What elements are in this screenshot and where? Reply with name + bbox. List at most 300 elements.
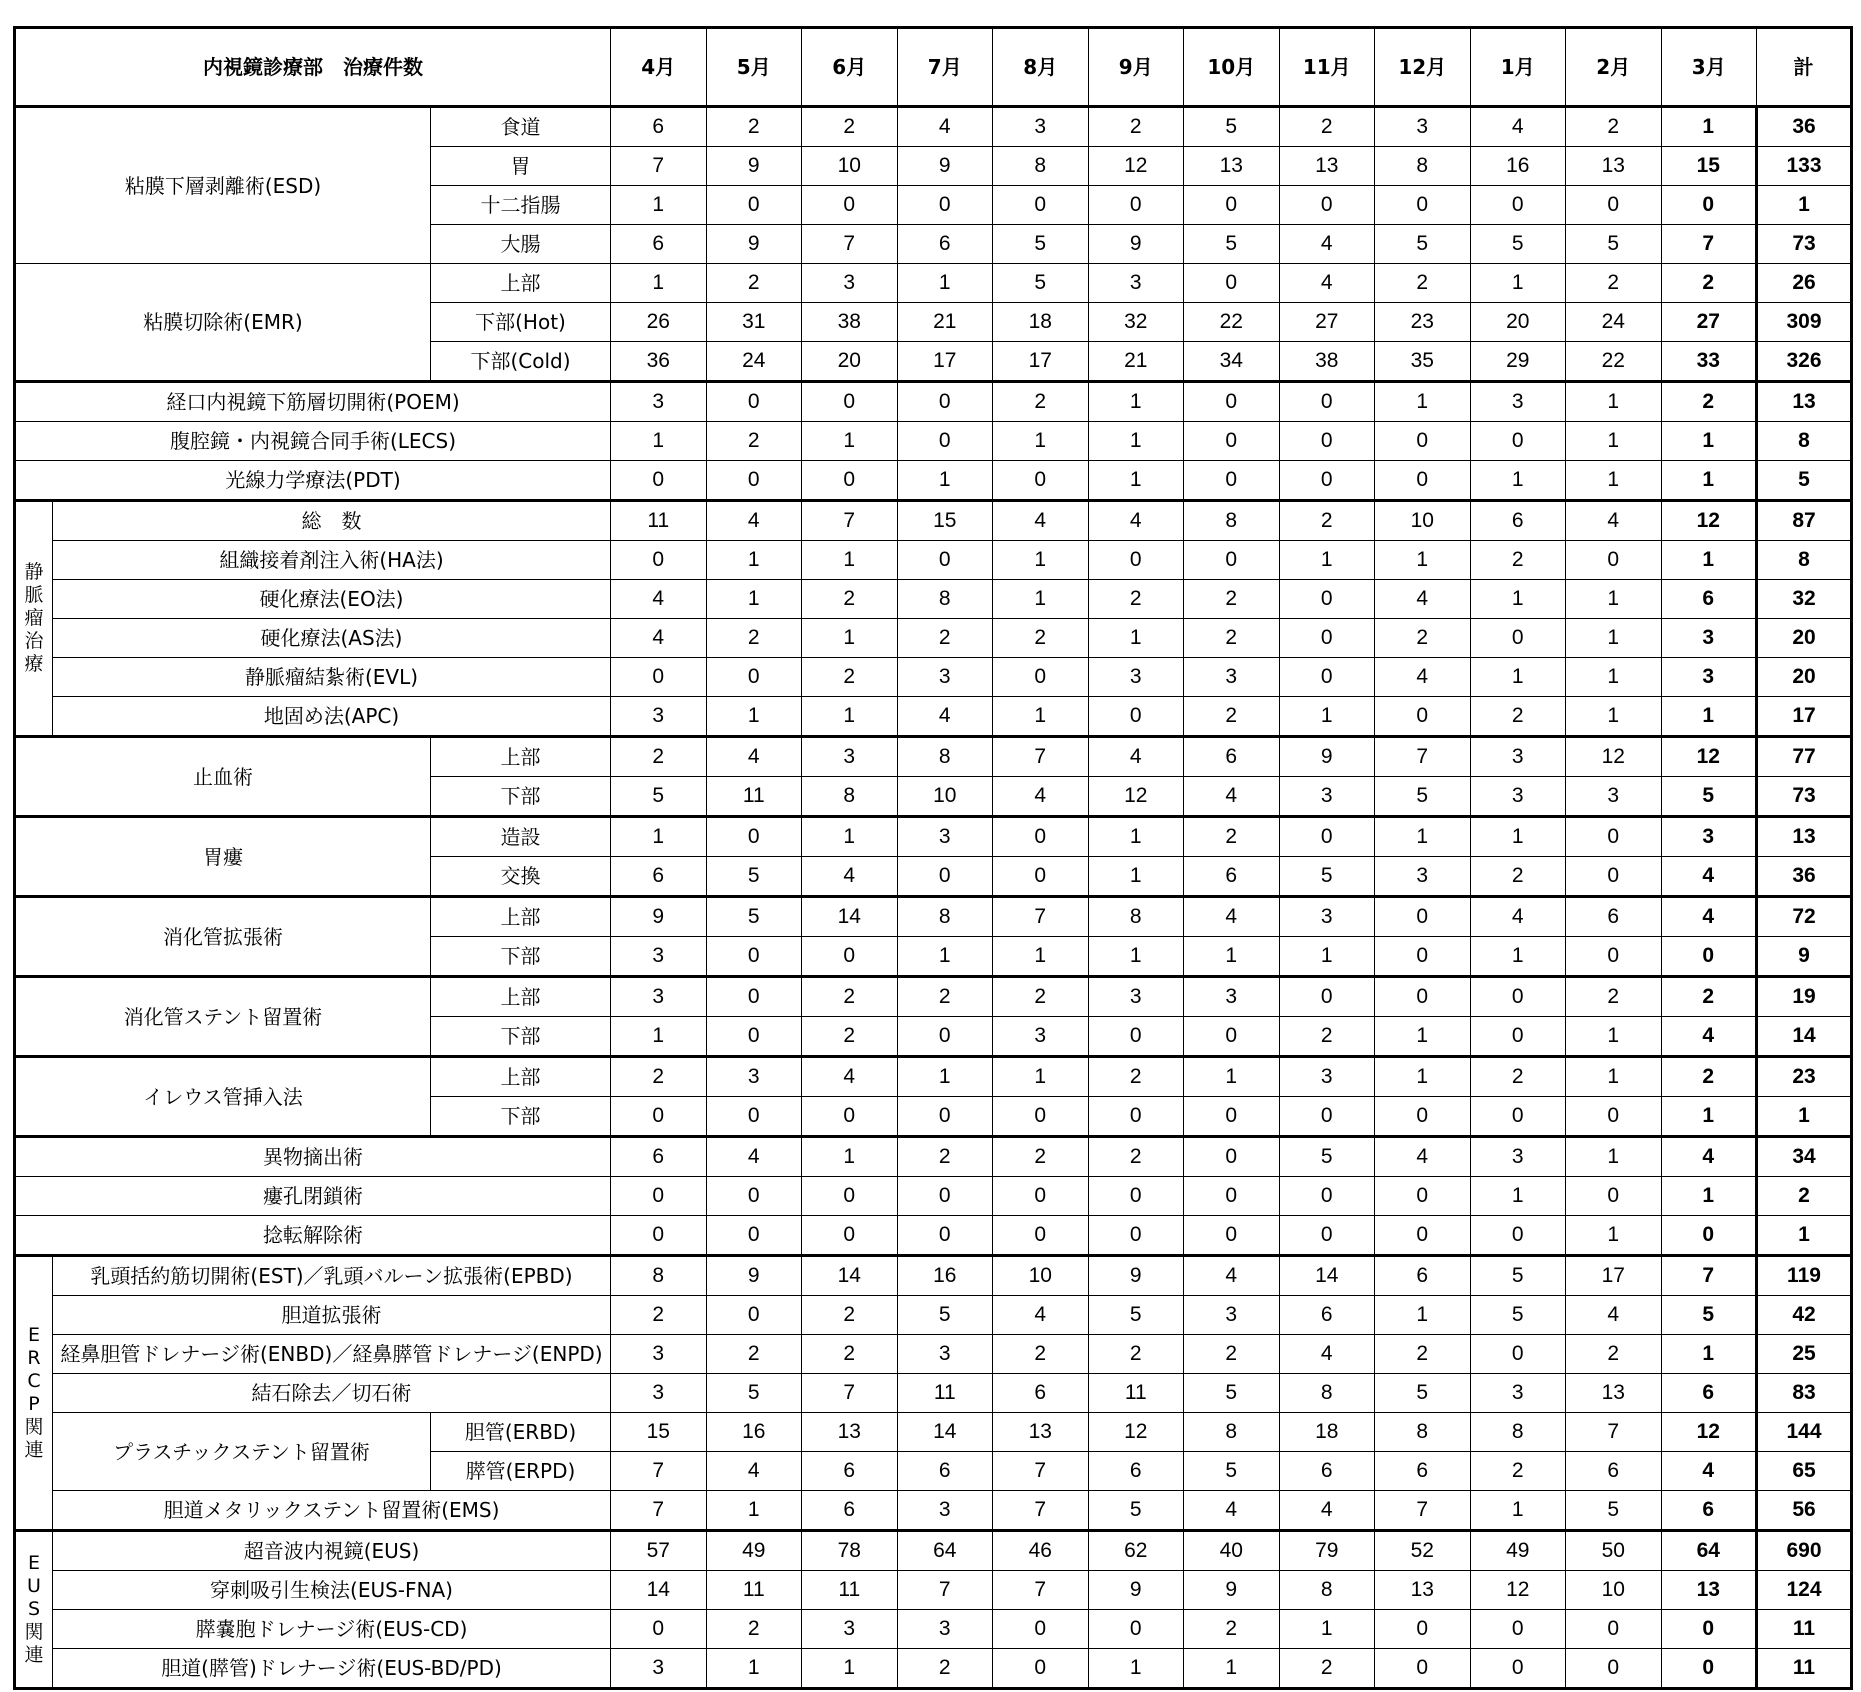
total-cell: 56	[1757, 1491, 1852, 1531]
value-cell: 38	[1279, 342, 1375, 382]
value-cell: 27	[1279, 303, 1375, 342]
value-cell: 20	[802, 342, 898, 382]
value-cell: 12	[1661, 501, 1757, 541]
value-cell: 0	[1184, 264, 1280, 303]
total-cell: 1	[1757, 186, 1852, 225]
value-cell: 1	[1566, 1216, 1662, 1256]
value-cell: 3	[1661, 817, 1757, 857]
value-cell: 0	[993, 1649, 1089, 1689]
value-cell: 4	[1279, 225, 1375, 264]
sub-label: 交換	[431, 857, 611, 897]
value-cell: 1	[1470, 1177, 1566, 1216]
value-cell: 1	[1470, 937, 1566, 977]
total-cell: 5	[1757, 461, 1852, 501]
value-cell: 0	[1279, 977, 1375, 1017]
total-cell: 26	[1757, 264, 1852, 303]
value-cell: 6	[1279, 1452, 1375, 1491]
value-cell: 0	[1088, 186, 1184, 225]
value-cell: 6	[1184, 737, 1280, 777]
value-cell: 0	[706, 1097, 802, 1137]
value-cell: 6	[897, 225, 993, 264]
value-cell: 0	[1566, 937, 1662, 977]
value-cell: 5	[1375, 225, 1471, 264]
value-cell: 5	[1279, 1137, 1375, 1177]
row-label: 瘻孔閉鎖術	[15, 1177, 611, 1216]
sub-label: 下部	[431, 1097, 611, 1137]
value-cell: 2	[1375, 264, 1471, 303]
value-cell: 0	[802, 937, 898, 977]
total-cell: 9	[1757, 937, 1852, 977]
value-cell: 7	[611, 1491, 707, 1531]
value-cell: 2	[1661, 264, 1757, 303]
value-cell: 16	[706, 1413, 802, 1452]
value-cell: 62	[1088, 1531, 1184, 1571]
sub-label: 造設	[431, 817, 611, 857]
table-row	[15, 107, 1852, 147]
month-header: 9月	[1088, 28, 1184, 107]
value-cell: 9	[1088, 1256, 1184, 1296]
value-cell: 0	[1184, 1097, 1280, 1137]
value-cell: 0	[1470, 977, 1566, 1017]
month-header: 2月	[1566, 28, 1662, 107]
value-cell: 1	[993, 697, 1089, 737]
value-cell: 3	[1088, 264, 1184, 303]
value-cell: 0	[1088, 1177, 1184, 1216]
value-cell: 8	[1375, 1413, 1471, 1452]
value-cell: 0	[802, 1216, 898, 1256]
value-cell: 36	[611, 342, 707, 382]
value-cell: 0	[1279, 1097, 1375, 1137]
value-cell: 1	[1088, 857, 1184, 897]
header-row	[15, 28, 1852, 107]
value-cell: 2	[1661, 1057, 1757, 1097]
total-cell: 20	[1757, 658, 1852, 697]
value-cell: 0	[1470, 1097, 1566, 1137]
value-cell: 0	[897, 857, 993, 897]
value-cell: 8	[1088, 897, 1184, 937]
value-cell: 1	[1279, 697, 1375, 737]
value-cell: 7	[993, 897, 1089, 937]
value-cell: 64	[1661, 1531, 1757, 1571]
value-cell: 9	[1088, 1571, 1184, 1610]
value-cell: 0	[897, 541, 993, 580]
value-cell: 4	[897, 107, 993, 147]
value-cell: 5	[1184, 107, 1280, 147]
value-cell: 1	[802, 1137, 898, 1177]
value-cell: 3	[611, 382, 707, 422]
row-label: 経口内視鏡下筋層切開術(POEM)	[15, 382, 611, 422]
value-cell: 34	[1184, 342, 1280, 382]
value-cell: 8	[897, 737, 993, 777]
value-cell: 8	[993, 147, 1089, 186]
table-row	[15, 1531, 1852, 1571]
value-cell: 0	[1375, 897, 1471, 937]
value-cell: 2	[802, 977, 898, 1017]
value-cell: 2	[993, 619, 1089, 658]
value-cell: 2	[1184, 619, 1280, 658]
group-label: 胃瘻	[15, 817, 431, 897]
value-cell: 2	[611, 1057, 707, 1097]
value-cell: 14	[1279, 1256, 1375, 1296]
table-row	[15, 1256, 1852, 1296]
value-cell: 7	[993, 1452, 1089, 1491]
table-row	[15, 1571, 1852, 1610]
value-cell: 10	[1375, 501, 1471, 541]
value-cell: 1	[611, 422, 707, 461]
sub-label: 下部(Hot)	[431, 303, 611, 342]
value-cell: 4	[1470, 897, 1566, 937]
value-cell: 8	[1184, 501, 1280, 541]
table-row	[15, 697, 1852, 737]
value-cell: 2	[706, 264, 802, 303]
value-cell: 8	[1184, 1413, 1280, 1452]
value-cell: 4	[611, 580, 707, 619]
value-cell: 0	[1184, 1177, 1280, 1216]
value-cell: 0	[1375, 697, 1471, 737]
value-cell: 2	[1279, 1649, 1375, 1689]
table-row	[15, 977, 1852, 1017]
value-cell: 0	[1279, 1177, 1375, 1216]
month-header: 6月	[802, 28, 898, 107]
value-cell: 2	[1375, 1335, 1471, 1374]
value-cell: 0	[1661, 1610, 1757, 1649]
total-header: 計	[1757, 28, 1852, 107]
value-cell: 0	[897, 1177, 993, 1216]
value-cell: 4	[1088, 737, 1184, 777]
value-cell: 3	[1470, 382, 1566, 422]
value-cell: 7	[1661, 1256, 1757, 1296]
value-cell: 0	[897, 1097, 993, 1137]
sub-label: 下部(Cold)	[431, 342, 611, 382]
value-cell: 2	[897, 977, 993, 1017]
value-cell: 7	[802, 501, 898, 541]
row-label: 乳頭括約筋切開術(EST)／乳頭バルーン拡張術(EPBD)	[53, 1256, 611, 1296]
value-cell: 1	[1566, 697, 1662, 737]
total-cell: 23	[1757, 1057, 1852, 1097]
value-cell: 18	[1279, 1413, 1375, 1452]
total-cell: 133	[1757, 147, 1852, 186]
total-cell: 73	[1757, 777, 1852, 817]
value-cell: 3	[1184, 1296, 1280, 1335]
side-group-label: 静 脈 瘤 治 療	[15, 501, 53, 737]
value-cell: 52	[1375, 1531, 1471, 1571]
total-cell: 19	[1757, 977, 1852, 1017]
value-cell: 2	[1470, 1057, 1566, 1097]
value-cell: 1	[897, 461, 993, 501]
value-cell: 3	[802, 737, 898, 777]
table-row	[15, 619, 1852, 658]
table-row	[15, 1177, 1852, 1216]
total-cell: 13	[1757, 382, 1852, 422]
sub-label: 上部	[431, 1057, 611, 1097]
value-cell: 7	[611, 147, 707, 186]
row-label: 胆道メタリックステント留置術(EMS)	[53, 1491, 611, 1531]
sub-label: 十二指腸	[431, 186, 611, 225]
value-cell: 1	[1375, 541, 1471, 580]
value-cell: 26	[611, 303, 707, 342]
month-header: 12月	[1375, 28, 1471, 107]
value-cell: 0	[1661, 1216, 1757, 1256]
value-cell: 2	[993, 1137, 1089, 1177]
value-cell: 2	[611, 1296, 707, 1335]
value-cell: 2	[706, 107, 802, 147]
month-header: 4月	[611, 28, 707, 107]
value-cell: 0	[1375, 422, 1471, 461]
value-cell: 0	[1279, 461, 1375, 501]
value-cell: 0	[1279, 1216, 1375, 1256]
value-cell: 0	[897, 1216, 993, 1256]
group-label: プラスチックステント留置術	[53, 1413, 431, 1491]
value-cell: 0	[706, 1216, 802, 1256]
value-cell: 6	[1661, 1491, 1757, 1531]
sub-label: 上部	[431, 977, 611, 1017]
value-cell: 12	[1566, 737, 1662, 777]
value-cell: 64	[897, 1531, 993, 1571]
value-cell: 1	[1470, 580, 1566, 619]
table-row	[15, 1413, 1852, 1452]
value-cell: 0	[706, 186, 802, 225]
value-cell: 0	[1279, 619, 1375, 658]
value-cell: 1	[611, 186, 707, 225]
value-cell: 2	[1470, 541, 1566, 580]
value-cell: 2	[706, 619, 802, 658]
value-cell: 3	[1088, 977, 1184, 1017]
value-cell: 2	[1470, 697, 1566, 737]
value-cell: 5	[1375, 1374, 1471, 1413]
total-cell: 11	[1757, 1610, 1852, 1649]
value-cell: 0	[1184, 422, 1280, 461]
value-cell: 1	[706, 580, 802, 619]
row-label: 胆道拡張術	[53, 1296, 611, 1335]
group-label: 止血術	[15, 737, 431, 817]
value-cell: 1	[1088, 461, 1184, 501]
value-cell: 2	[1566, 977, 1662, 1017]
sub-label: 膵管(ERPD)	[431, 1452, 611, 1491]
value-cell: 0	[993, 1177, 1089, 1216]
value-cell: 1	[802, 422, 898, 461]
value-cell: 11	[1088, 1374, 1184, 1413]
value-cell: 4	[1470, 107, 1566, 147]
value-cell: 4	[1184, 777, 1280, 817]
value-cell: 7	[802, 225, 898, 264]
value-cell: 7	[897, 1571, 993, 1610]
month-header: 7月	[897, 28, 993, 107]
value-cell: 1	[1566, 580, 1662, 619]
value-cell: 0	[1184, 1017, 1280, 1057]
value-cell: 0	[1470, 1335, 1566, 1374]
value-cell: 4	[1184, 1491, 1280, 1531]
value-cell: 0	[706, 977, 802, 1017]
value-cell: 4	[1279, 1335, 1375, 1374]
value-cell: 14	[802, 1256, 898, 1296]
value-cell: 5	[1566, 1491, 1662, 1531]
value-cell: 6	[611, 857, 707, 897]
value-cell: 2	[802, 1017, 898, 1057]
value-cell: 6	[897, 1452, 993, 1491]
value-cell: 29	[1470, 342, 1566, 382]
month-header: 11月	[1279, 28, 1375, 107]
value-cell: 1	[1279, 1610, 1375, 1649]
value-cell: 17	[993, 342, 1089, 382]
value-cell: 21	[1088, 342, 1184, 382]
value-cell: 2	[802, 580, 898, 619]
value-cell: 4	[1661, 1452, 1757, 1491]
value-cell: 0	[611, 1610, 707, 1649]
value-cell: 7	[1566, 1413, 1662, 1452]
value-cell: 2	[1088, 107, 1184, 147]
value-cell: 15	[1661, 147, 1757, 186]
value-cell: 8	[1279, 1571, 1375, 1610]
value-cell: 5	[1088, 1491, 1184, 1531]
value-cell: 13	[993, 1413, 1089, 1452]
value-cell: 5	[1661, 1296, 1757, 1335]
value-cell: 2	[1279, 501, 1375, 541]
value-cell: 3	[1566, 777, 1662, 817]
value-cell: 3	[1470, 777, 1566, 817]
value-cell: 49	[706, 1531, 802, 1571]
value-cell: 17	[1566, 1256, 1662, 1296]
value-cell: 24	[706, 342, 802, 382]
value-cell: 1	[1470, 817, 1566, 857]
value-cell: 7	[993, 1571, 1089, 1610]
value-cell: 4	[1088, 501, 1184, 541]
value-cell: 0	[1184, 382, 1280, 422]
value-cell: 6	[1279, 1296, 1375, 1335]
value-cell: 16	[897, 1256, 993, 1296]
value-cell: 17	[897, 342, 993, 382]
value-cell: 3	[611, 937, 707, 977]
row-label: 異物摘出術	[15, 1137, 611, 1177]
value-cell: 1	[1661, 461, 1757, 501]
value-cell: 2	[1184, 580, 1280, 619]
value-cell: 10	[897, 777, 993, 817]
value-cell: 0	[1566, 1097, 1662, 1137]
value-cell: 6	[1566, 1452, 1662, 1491]
value-cell: 2	[1088, 1057, 1184, 1097]
table-row	[15, 737, 1852, 777]
value-cell: 10	[802, 147, 898, 186]
value-cell: 2	[1566, 107, 1662, 147]
value-cell: 12	[1661, 1413, 1757, 1452]
value-cell: 3	[897, 658, 993, 697]
value-cell: 0	[1661, 186, 1757, 225]
value-cell: 13	[802, 1413, 898, 1452]
value-cell: 0	[611, 658, 707, 697]
value-cell: 1	[1088, 619, 1184, 658]
value-cell: 1	[897, 264, 993, 303]
value-cell: 2	[1184, 1610, 1280, 1649]
value-cell: 10	[993, 1256, 1089, 1296]
value-cell: 6	[611, 225, 707, 264]
value-cell: 3	[611, 977, 707, 1017]
row-label: 地固め法(APC)	[53, 697, 611, 737]
value-cell: 4	[1375, 580, 1471, 619]
value-cell: 4	[1184, 897, 1280, 937]
total-cell: 77	[1757, 737, 1852, 777]
table-row	[15, 501, 1852, 541]
value-cell: 1	[1566, 422, 1662, 461]
value-cell: 1	[993, 937, 1089, 977]
value-cell: 0	[1375, 1610, 1471, 1649]
value-cell: 9	[1184, 1571, 1280, 1610]
group-label: 消化管ステント留置術	[15, 977, 431, 1057]
value-cell: 2	[611, 737, 707, 777]
value-cell: 3	[611, 1374, 707, 1413]
value-cell: 11	[706, 777, 802, 817]
value-cell: 3	[611, 697, 707, 737]
value-cell: 1	[1566, 1137, 1662, 1177]
value-cell: 1	[1184, 1649, 1280, 1689]
value-cell: 0	[706, 382, 802, 422]
value-cell: 3	[706, 1057, 802, 1097]
value-cell: 2	[706, 1610, 802, 1649]
sub-label: 上部	[431, 897, 611, 937]
table-row	[15, 1057, 1852, 1097]
value-cell: 8	[897, 580, 993, 619]
value-cell: 0	[1566, 186, 1662, 225]
value-cell: 11	[611, 501, 707, 541]
month-header: 10月	[1184, 28, 1280, 107]
value-cell: 1	[802, 541, 898, 580]
value-cell: 4	[993, 1296, 1089, 1335]
total-cell: 72	[1757, 897, 1852, 937]
table-row	[15, 1610, 1852, 1649]
value-cell: 2	[1088, 1137, 1184, 1177]
value-cell: 0	[706, 1296, 802, 1335]
value-cell: 35	[1375, 342, 1471, 382]
value-cell: 4	[802, 1057, 898, 1097]
value-cell: 12	[1088, 777, 1184, 817]
value-cell: 0	[802, 186, 898, 225]
value-cell: 8	[611, 1256, 707, 1296]
value-cell: 20	[1470, 303, 1566, 342]
value-cell: 5	[1279, 857, 1375, 897]
value-cell: 0	[1375, 1216, 1471, 1256]
total-cell: 42	[1757, 1296, 1852, 1335]
table-row	[15, 1296, 1852, 1335]
value-cell: 4	[1375, 658, 1471, 697]
table-row	[15, 461, 1852, 501]
table-row	[15, 541, 1852, 580]
value-cell: 50	[1566, 1531, 1662, 1571]
value-cell: 1	[1470, 264, 1566, 303]
value-cell: 6	[1088, 1452, 1184, 1491]
value-cell: 1	[897, 1057, 993, 1097]
value-cell: 9	[706, 225, 802, 264]
value-cell: 0	[1470, 186, 1566, 225]
row-label: 硬化療法(AS法)	[53, 619, 611, 658]
value-cell: 16	[1470, 147, 1566, 186]
value-cell: 4	[1661, 857, 1757, 897]
value-cell: 0	[1184, 1137, 1280, 1177]
value-cell: 0	[1088, 1017, 1184, 1057]
row-label: 硬化療法(EO法)	[53, 580, 611, 619]
value-cell: 1	[1088, 937, 1184, 977]
table-row	[15, 897, 1852, 937]
value-cell: 0	[1375, 1097, 1471, 1137]
month-header: 3月	[1661, 28, 1757, 107]
sub-label: 上部	[431, 737, 611, 777]
value-cell: 0	[1661, 937, 1757, 977]
value-cell: 0	[706, 1017, 802, 1057]
value-cell: 0	[706, 817, 802, 857]
value-cell: 79	[1279, 1531, 1375, 1571]
value-cell: 0	[1375, 186, 1471, 225]
value-cell: 57	[611, 1531, 707, 1571]
value-cell: 3	[1470, 1137, 1566, 1177]
table-row	[15, 264, 1852, 303]
value-cell: 11	[706, 1571, 802, 1610]
